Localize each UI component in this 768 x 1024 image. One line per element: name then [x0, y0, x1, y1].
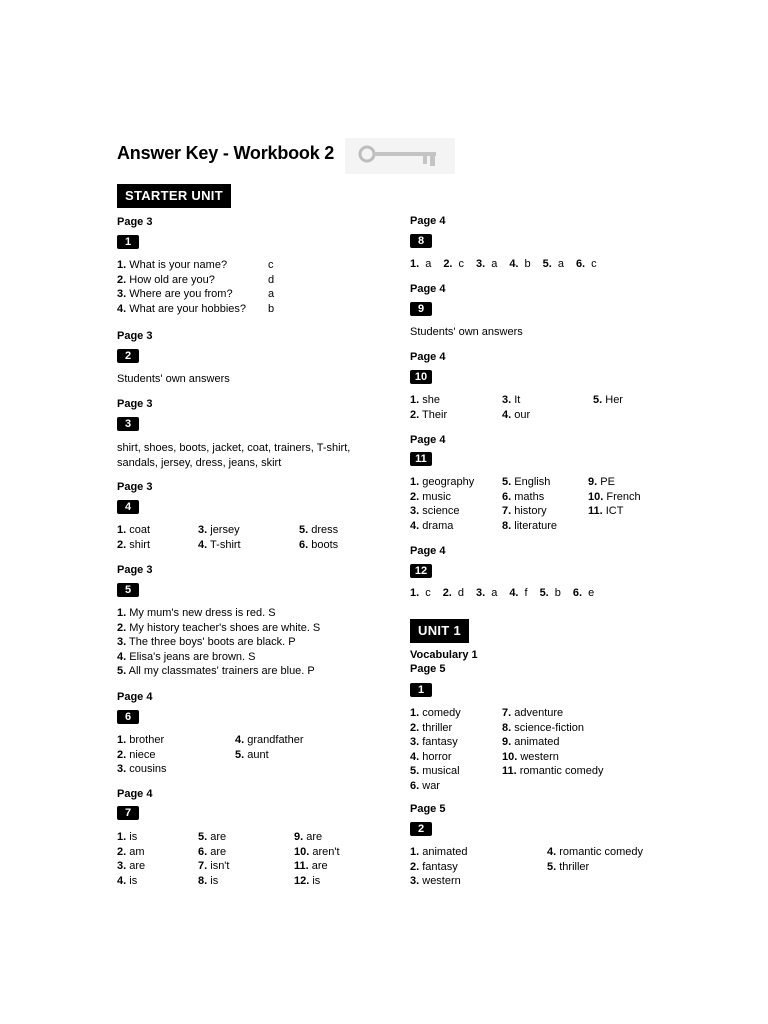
list-item: 3. The three boys' boots are black. P [117, 636, 296, 648]
exercise-badge: 2 [117, 349, 139, 363]
page-label: Page 4 [410, 215, 446, 227]
exercise-badge: 10 [410, 370, 432, 384]
list-item: 2. My history teacher's shoes are white. S [117, 621, 321, 634]
exercise-12-answers: 1. c 2. d 3. a 4. f 5. b 6. e [410, 587, 595, 599]
exercise-badge: 8 [410, 234, 432, 248]
exercise-2-answer: Students' own answers [117, 373, 230, 385]
page-label: Page 3 [117, 330, 153, 342]
exercise-badge: 7 [117, 806, 139, 820]
answers-column: 4. romantic comedy 5. thriller [547, 846, 644, 873]
list-item: 3. Where are you from? [117, 288, 233, 300]
exercise-badge: 3 [117, 417, 139, 431]
answers-column: 3. It 4. our [502, 394, 531, 421]
answers-column: 5. Her [593, 394, 623, 406]
answers-column: 5. dress 6. boots [299, 524, 339, 551]
exercise-badge: 9 [410, 302, 432, 316]
answers-column: 7. adventure 8. science-fiction 9. animated 10. western 11. romantic comedy [502, 707, 604, 777]
answers-column: 9. are 10. aren't 11. are 12. is [294, 831, 340, 887]
exercise-badge: 2 [410, 822, 432, 836]
exercise-badge: 5 [117, 583, 139, 597]
answers-column: 5. English 6. maths 7. history 8. literature [502, 476, 558, 532]
page-label: Page 4 [117, 691, 153, 703]
exercise-badge: 6 [117, 710, 139, 724]
section-heading: Vocabulary 1 [410, 649, 478, 661]
list-item: 2. How old are you? [117, 273, 215, 286]
page-label: Page 4 [410, 351, 446, 363]
page-label: Page 4 [410, 545, 446, 557]
unit-1-heading: UNIT 1 [410, 619, 469, 643]
answers-column: 1. coat 2. shirt [117, 524, 151, 551]
key-icon [345, 138, 455, 174]
answers-column: 5. are 6. are 7. isn't 8. is [198, 831, 230, 887]
exercise-1-letters: c d a b [268, 259, 275, 315]
exercise-3-answer: shirt, shoes, boots, jacket, coat, trainers, T-shirt, sandals, jersey, dress, jeans, skirt [117, 442, 351, 469]
answers-column: 1. brother 2. niece 3. cousins [117, 734, 167, 775]
answers-column: 1. animated 2. fantasy 3. western [410, 846, 468, 887]
page-label: Page 3 [117, 216, 153, 228]
answers-column: 1. comedy 2. thriller 3. fantasy 4. horror 5. musical 6. war [410, 707, 461, 792]
answers-column: 1. geography 2. music 3. science 4. drama [410, 476, 475, 532]
page-label: Page 3 [117, 398, 153, 410]
list-item: 4. What are your hobbies? [117, 302, 247, 315]
page-label: Page 3 [117, 564, 153, 576]
exercise-9-answer: Students' own answers [410, 326, 523, 338]
page-label: Page 3 [117, 481, 153, 493]
exercise-badge: 1 [117, 235, 139, 249]
exercise-8-answers: 1. a 2. c 3. a 4. b 5. a 6. c [410, 258, 597, 270]
answers-column: 3. jersey 4. T-shirt [198, 524, 241, 551]
page-label: Page 5 [410, 803, 446, 815]
list-item: 1. My mum's new dress is red. S [117, 607, 276, 619]
list-item: 4. Elisa's jeans are brown. S [117, 650, 256, 663]
exercise-badge: 12 [410, 564, 432, 578]
answers-column: 9. PE 10. French 11. ICT [588, 476, 641, 517]
page-title: Answer Key - Workbook 2 [117, 143, 335, 163]
page-label: Page 5 [410, 663, 446, 675]
list-item: 1. What is your name? [117, 259, 228, 271]
page-label: Page 4 [410, 283, 446, 295]
answers-column: 1. she 2. Their [410, 394, 448, 421]
page-label: Page 4 [117, 788, 153, 800]
page-label: Page 4 [410, 434, 446, 446]
starter-unit-heading: STARTER UNIT [117, 184, 231, 208]
answers-column: 4. grandfather 5. aunt [235, 734, 304, 761]
exercise-5-answers [117, 606, 320, 679]
list-item: 5. All my classmates' trainers are blue. P [117, 665, 315, 677]
exercise-1-answers [117, 258, 246, 316]
exercise-badge: 4 [117, 500, 139, 514]
answers-column: 1. is 2. am 3. are 4. is [117, 831, 146, 887]
exercise-badge: 1 [410, 683, 432, 697]
exercise-badge: 11 [410, 452, 432, 466]
